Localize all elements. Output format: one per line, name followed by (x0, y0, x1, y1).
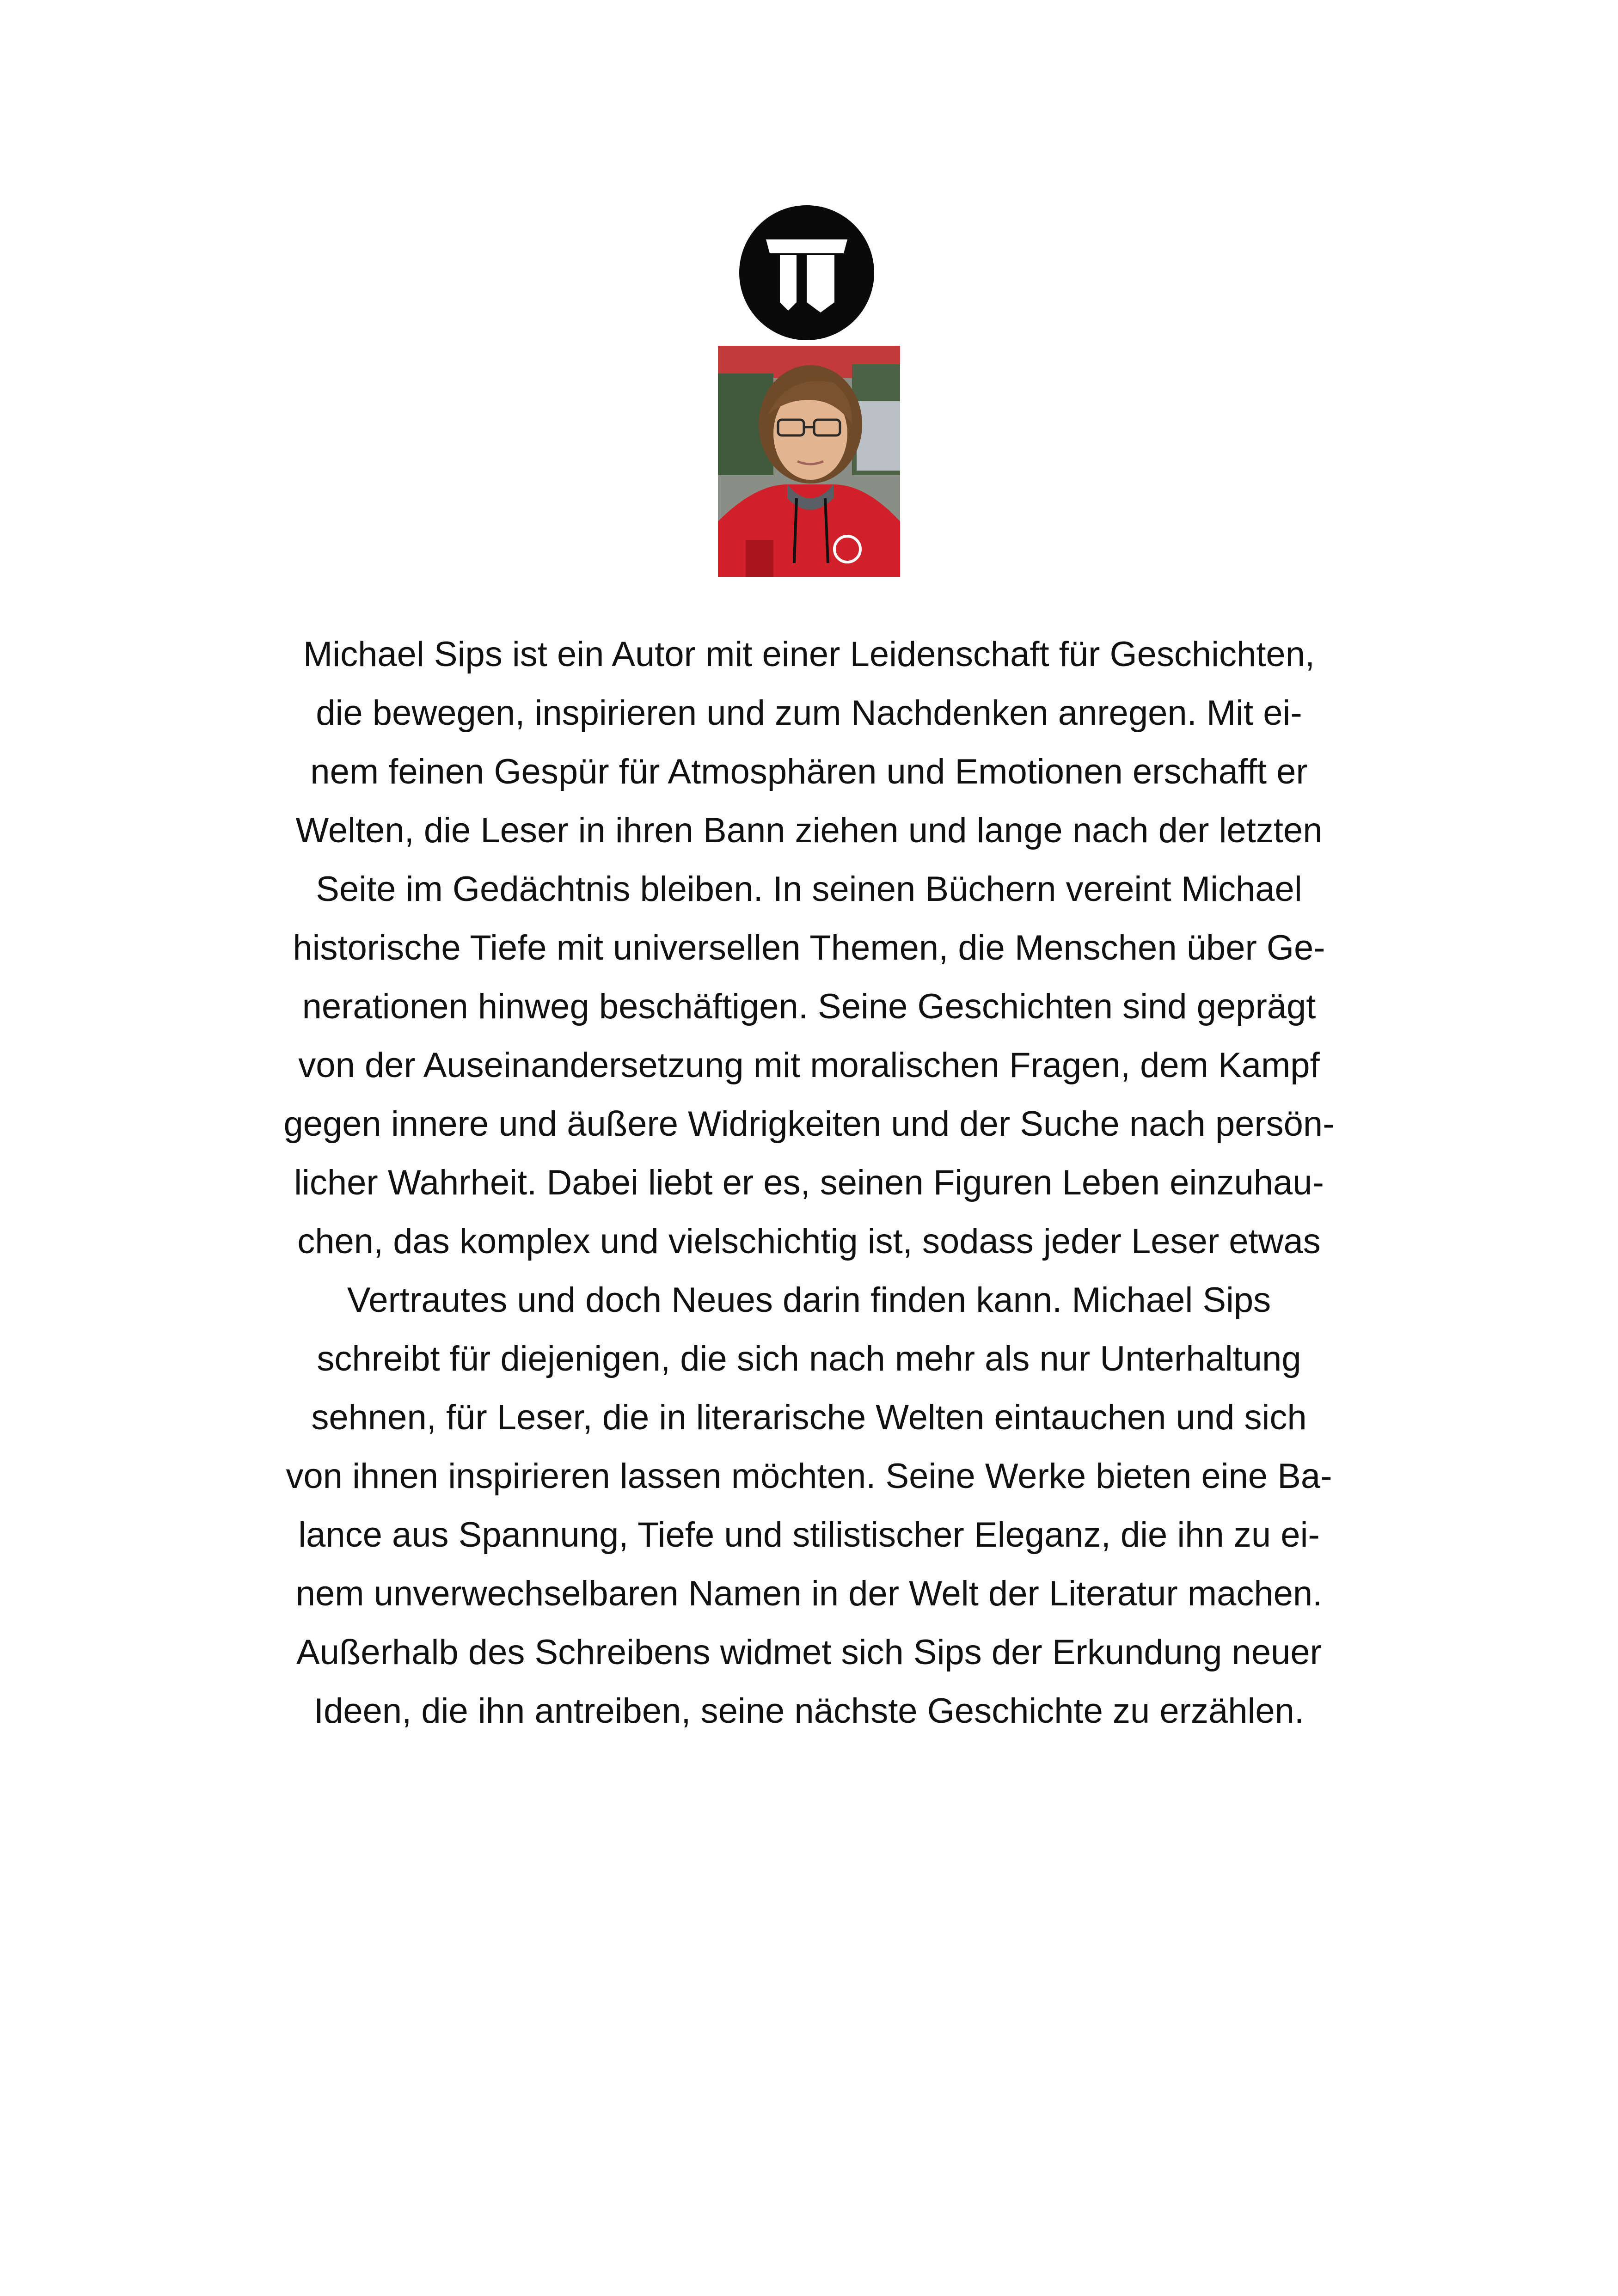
bio-line: licher Wahrheit. Dabei liebt er es, seinen Figuren Leben einzuhau- (294, 1163, 1324, 1202)
bio-line: Michael Sips ist ein Autor mit einer Leidenschaft für Geschichten, (303, 635, 1315, 674)
bio-line: sehnen, für Leser, die in literarische Welten eintauchen und sich (311, 1398, 1307, 1437)
bio-line: Außerhalb des Schreibens widmet sich Sips der Erkundung neuer (296, 1633, 1322, 1672)
bio-line: nerationen hinweg beschäftigen. Seine Geschichten sind geprägt (302, 987, 1316, 1026)
bio-line: Ideen, die ihn antreiben, seine nächste Geschichte zu erzählen. (313, 1691, 1305, 1731)
bio-line: von der Auseinandersetzung mit moralischen Fragen, dem Kampf (298, 1046, 1320, 1085)
bio-line: Seite im Gedächtnis bleiben. In seinen Büchern vereint Michael (316, 869, 1302, 909)
bio-line: gegen innere und äußere Widrigkeiten und der Suche nach persön- (283, 1104, 1335, 1144)
bio-line: Vertrautes und doch Neues darin finden kann. Michael Sips (347, 1280, 1271, 1320)
tt-logo-icon (737, 203, 876, 342)
bio-line: schreibt für diejenigen, die sich nach mehr als nur Unterhaltung (317, 1339, 1301, 1378)
bio-line: lance aus Spannung, Tiefe und stilistischer Eleganz, die ihn zu ei- (298, 1515, 1320, 1555)
bio-line: die bewegen, inspirieren und zum Nachdenken anregen. Mit ei- (316, 693, 1302, 733)
author-bio (185, 625, 1433, 1740)
bio-line: von ihnen inspirieren lassen möchten. Seine Werke bieten eine Ba- (286, 1457, 1332, 1496)
bio-line: chen, das komplex und vielschichtig ist, sodass jeder Leser etwas (297, 1222, 1321, 1261)
author-portrait-image (718, 346, 900, 577)
bio-line: nem feinen Gespür für Atmosphären und Emotionen erschafft er (310, 752, 1308, 791)
bio-line: historische Tiefe mit universellen Themen, die Menschen über Ge- (293, 928, 1325, 967)
bio-line: Welten, die Leser in ihren Bann ziehen und lange nach der letzten (295, 811, 1323, 850)
bio-line: nem unverwechselbaren Namen in der Welt der Literatur machen. (295, 1574, 1323, 1613)
